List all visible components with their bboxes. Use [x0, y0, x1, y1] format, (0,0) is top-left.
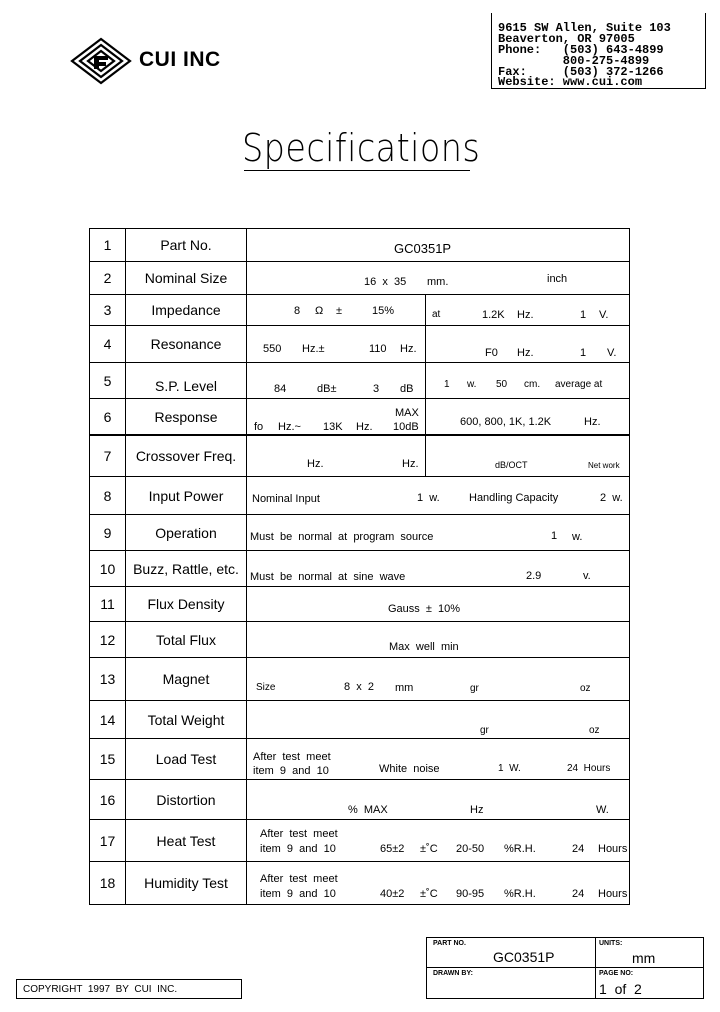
row-label: Total Weight: [126, 701, 247, 738]
address-line: Phone: (503) 643-4899: [498, 43, 664, 57]
row-number: 1: [90, 229, 126, 261]
cell: 1 W.: [498, 763, 521, 774]
page-value: 1 of 2: [599, 981, 642, 997]
row-label: Magnet: [126, 658, 247, 700]
cell: gr: [470, 683, 479, 694]
table-row: [90, 363, 629, 399]
row-label: Total Flux: [126, 622, 247, 657]
title-underline: [244, 170, 470, 171]
cell: average at: [555, 379, 603, 390]
cell: 110: [369, 343, 387, 355]
row-number: 12: [90, 622, 126, 657]
company-logo: [66, 35, 236, 85]
row-label: Distortion: [126, 780, 247, 819]
row-label: Operation: [126, 515, 247, 550]
page-no-label: PAGE NO:: [599, 970, 634, 977]
cell: 2 w.: [600, 492, 623, 504]
cell: 24: [572, 843, 585, 855]
cell: After test meet: [253, 751, 331, 763]
cell: ±˚C: [420, 843, 438, 855]
row-number: 14: [90, 701, 126, 738]
cell: fo: [254, 421, 264, 433]
address-line: Fax: (503) 372-1266: [498, 65, 664, 79]
cell: Max well min: [389, 641, 459, 653]
cell: Hz.: [402, 458, 419, 470]
row-number: 3: [90, 295, 126, 325]
row-label: Response: [126, 399, 247, 434]
cell-divider: [595, 938, 596, 998]
cell: 20-50: [456, 843, 485, 855]
row-label: Heat Test: [126, 820, 247, 861]
units-value: mm: [632, 950, 656, 966]
cell: 8 x 2: [344, 681, 374, 693]
cell: 600, 800, 1K, 1.2K: [460, 416, 552, 428]
units-label: UNITS:: [599, 940, 623, 947]
cell: 15%: [372, 305, 395, 317]
cell: 1: [580, 309, 587, 321]
address-block: [491, 13, 706, 89]
copyright-notice: COPYRIGHT 1997 BY CUI INC.: [16, 979, 242, 999]
table-row: [90, 295, 629, 326]
table-row: [90, 551, 629, 587]
cell: V.: [607, 347, 617, 359]
row-label: S.P. Level: [126, 363, 247, 398]
cell: 16 x 35: [364, 276, 407, 288]
cell: Handling Capacity: [469, 492, 559, 504]
row-number: 18: [90, 862, 126, 904]
cell: item 9 and 10: [260, 843, 336, 855]
cell: at: [432, 309, 441, 320]
company-name: CUI INC: [139, 48, 221, 71]
address-line: 800-275-4899: [498, 54, 650, 68]
cell: After test meet: [260, 873, 338, 885]
title-block: [426, 937, 704, 999]
cell: 550: [263, 343, 282, 355]
cell: 1: [444, 379, 450, 390]
table-row: [90, 229, 629, 262]
cell: 65±2: [380, 843, 405, 855]
cell: 24: [572, 888, 585, 900]
spec-table: [89, 228, 630, 905]
table-row: [90, 622, 629, 658]
table-row: [90, 436, 629, 477]
drawn-by-label: DRAWN BY:: [433, 970, 473, 977]
address-line: Beaverton, OR 97005: [498, 32, 635, 46]
row-label: Load Test: [126, 739, 247, 779]
table-row: [90, 862, 629, 904]
cell-divider: [425, 295, 426, 326]
cell: dB/OCT: [495, 460, 528, 470]
part-no-value: GC0351P: [493, 949, 555, 965]
table-row: [90, 701, 629, 739]
table-row: [90, 326, 629, 363]
cell: mm.: [427, 276, 449, 288]
row-number: 4: [90, 326, 126, 362]
part-number-value: GC0351P: [394, 241, 452, 256]
cell: Hz.: [584, 416, 601, 428]
cell: 10dB: [393, 421, 419, 433]
cell: Must be normal at program source: [250, 531, 434, 543]
cell: Hz.±: [302, 343, 325, 355]
address-line: Website: www.cui.com: [498, 75, 643, 89]
cell: 90-95: [456, 888, 485, 900]
cell: 3: [373, 383, 380, 395]
cell: 40±2: [380, 888, 405, 900]
row-label: Crossover Freq.: [126, 436, 247, 476]
cell-divider: [425, 436, 426, 477]
cell: F0: [485, 347, 498, 359]
row-number: 6: [90, 399, 126, 434]
cell: inch: [547, 273, 568, 285]
cell: mm: [395, 682, 414, 694]
cell: 84: [274, 383, 287, 395]
table-row: [90, 515, 629, 551]
row-number: 15: [90, 739, 126, 779]
cell: dB±: [317, 383, 337, 395]
row-number: 7: [90, 436, 126, 476]
cell: w.: [467, 379, 477, 390]
cell: 13K: [323, 421, 343, 433]
cell: White noise: [379, 763, 440, 775]
cell: Size: [256, 682, 276, 693]
cell: Hz.: [517, 309, 534, 321]
divider: [427, 967, 703, 968]
cell: Hours: [598, 888, 628, 900]
cell: W.: [596, 804, 609, 816]
cell: Nominal Input: [252, 493, 320, 505]
row-label: Resonance: [126, 326, 247, 362]
row-number: 10: [90, 551, 126, 586]
row-number: 13: [90, 658, 126, 700]
table-row: [90, 780, 629, 820]
row-label: Impedance: [126, 295, 247, 325]
cell: 1.2K: [482, 309, 505, 321]
cell: 1: [551, 530, 558, 542]
cell: 2.9: [526, 570, 542, 582]
table-row: [90, 658, 629, 701]
row-number: 5: [90, 363, 126, 398]
cell: 1: [580, 347, 587, 359]
cell: gr: [480, 725, 489, 736]
row-label: Input Power: [126, 477, 247, 514]
table-row: [90, 587, 629, 622]
cell: % MAX: [348, 804, 388, 816]
cell: Gauss ± 10%: [388, 603, 461, 615]
cell: Must be normal at sine wave: [250, 571, 406, 583]
row-number: 9: [90, 515, 126, 550]
cell: item 9 and 10: [253, 765, 329, 777]
row-label: Humidity Test: [126, 862, 247, 904]
cui-logo-icon: [66, 35, 136, 85]
cell: 8: [294, 305, 301, 317]
part-no-label: PART NO.: [433, 940, 466, 947]
cell-divider: [425, 399, 426, 436]
cell: V.: [599, 309, 609, 321]
cell: Hours: [598, 843, 628, 855]
table-row: [90, 820, 629, 862]
cell: oz: [589, 725, 600, 736]
cell: %R.H.: [504, 843, 536, 855]
row-label: Buzz, Rattle, etc.: [126, 551, 247, 586]
table-row: [90, 739, 629, 780]
cell: item 9 and 10: [260, 888, 336, 900]
cell: After test meet: [260, 828, 338, 840]
row-label: Nominal Size: [126, 262, 247, 294]
cell-divider: [425, 363, 426, 399]
row-number: 17: [90, 820, 126, 861]
row-label: Part No.: [126, 229, 247, 261]
cell: 24 Hours: [567, 763, 611, 774]
cell: 50: [496, 379, 508, 390]
cell: oz: [580, 683, 591, 694]
cell: v.: [583, 570, 591, 582]
row-number: 11: [90, 587, 126, 621]
cell: MAX: [395, 407, 419, 419]
row-label: Flux Density: [126, 587, 247, 621]
cell: Hz.~: [278, 421, 301, 433]
page-title: Specifications: [242, 126, 481, 170]
row-number: 2: [90, 262, 126, 294]
cell: w.: [572, 531, 583, 543]
table-row: [90, 399, 629, 436]
table-row: [90, 477, 629, 515]
cell: Hz.: [400, 343, 417, 355]
row-number: 8: [90, 477, 126, 514]
cell: ±: [336, 305, 343, 317]
cell: cm.: [524, 379, 541, 390]
cell: ±˚C: [420, 888, 438, 900]
row-number: 16: [90, 780, 126, 819]
cell: Ω: [315, 305, 324, 317]
cell: dB: [400, 383, 414, 395]
table-row: [90, 262, 629, 295]
cell-divider: [425, 326, 426, 363]
cell: Hz: [470, 804, 484, 816]
cell: Hz.: [356, 421, 373, 433]
cell: Hz.: [517, 347, 534, 359]
address-line: 9615 SW Allen, Suite 103: [498, 21, 671, 35]
cell: Net work: [588, 461, 620, 470]
cell: 1 w.: [417, 492, 440, 504]
cell: %R.H.: [504, 888, 536, 900]
cell: Hz.: [307, 458, 324, 470]
